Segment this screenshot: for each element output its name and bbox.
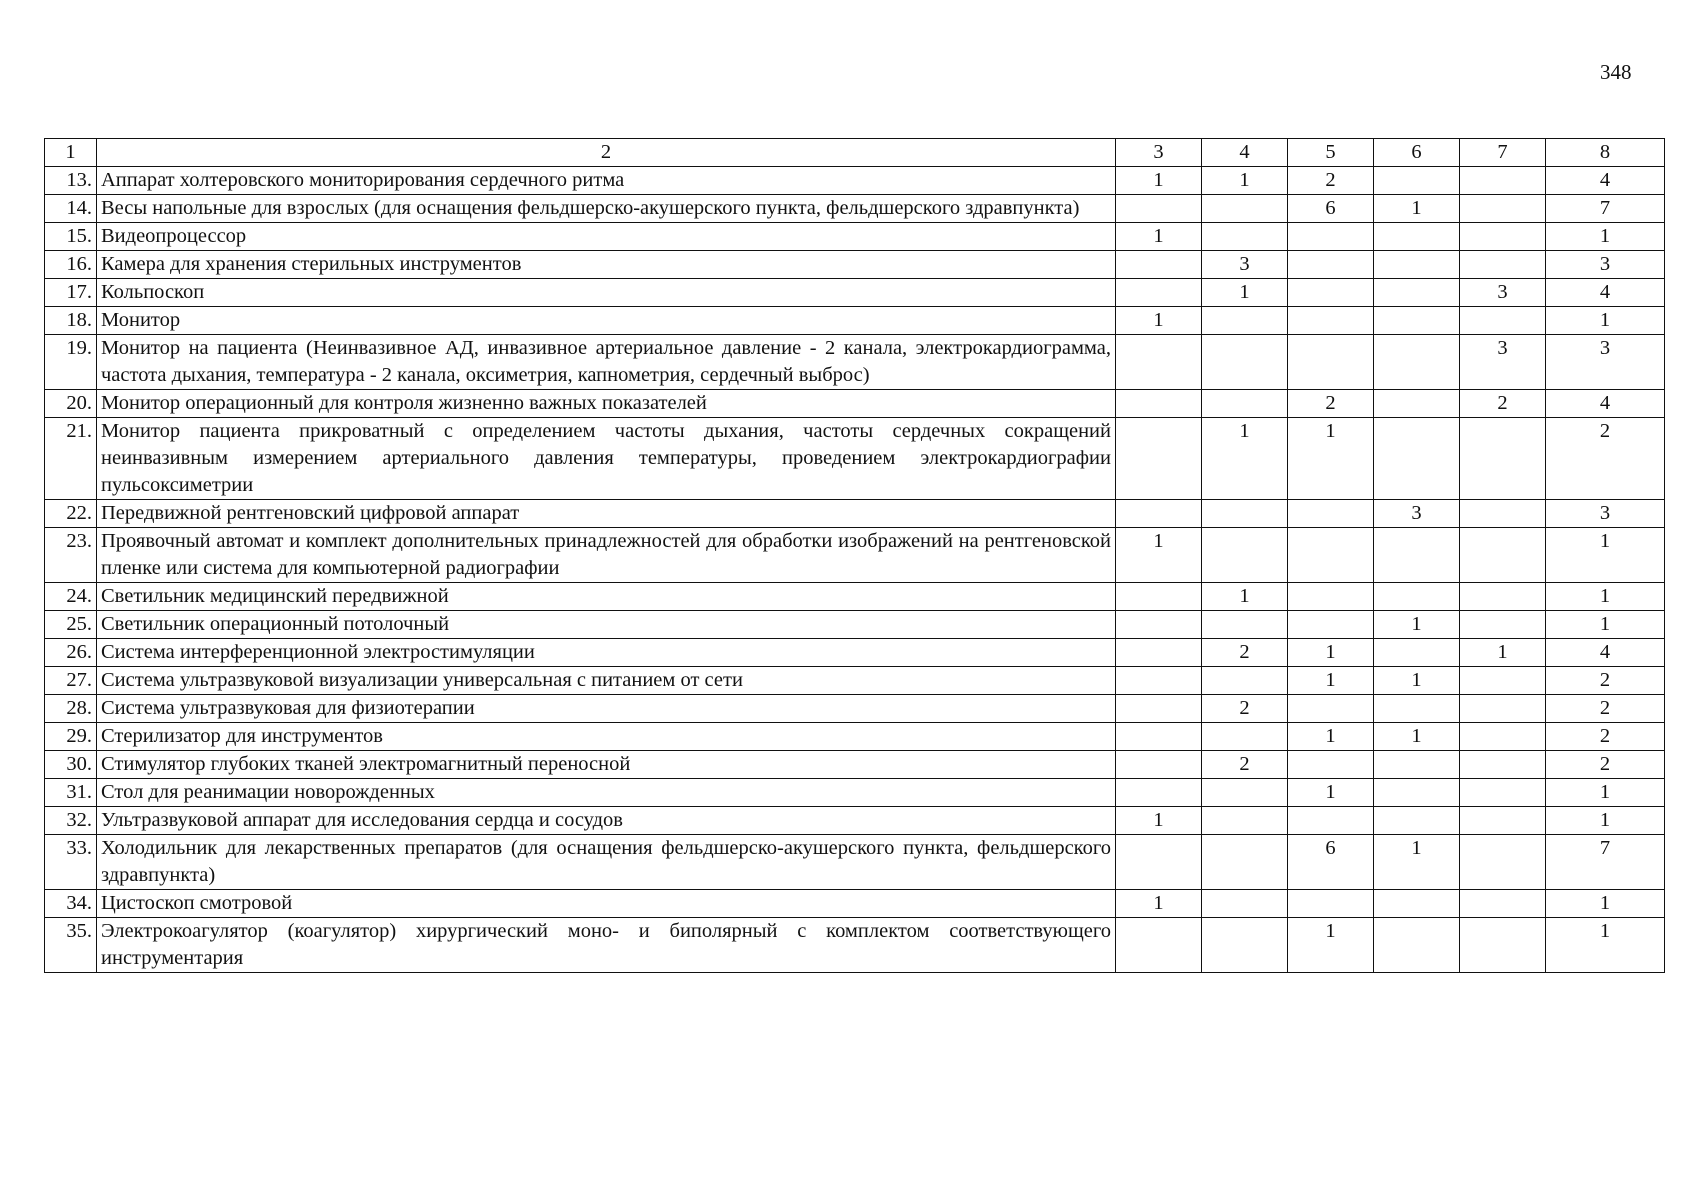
value-cell-col4: 2 — [1202, 695, 1288, 723]
value-cell-col6: 3 — [1374, 500, 1460, 528]
total-cell-col8: 7 — [1546, 195, 1665, 223]
value-cell-col7 — [1460, 195, 1546, 223]
value-cell-col6: 1 — [1374, 195, 1460, 223]
value-cell-col3 — [1116, 723, 1202, 751]
value-cell-col3 — [1116, 639, 1202, 667]
total-cell-col8: 4 — [1546, 279, 1665, 307]
value-cell-col6 — [1374, 918, 1460, 973]
value-cell-col3 — [1116, 835, 1202, 890]
row-number-cell: 32. — [45, 807, 97, 835]
value-cell-col5: 1 — [1288, 723, 1374, 751]
table-row — [45, 223, 1665, 251]
value-cell-col3 — [1116, 390, 1202, 418]
table-row — [45, 611, 1665, 639]
row-number-cell: 16. — [45, 251, 97, 279]
value-cell-col5: 6 — [1288, 835, 1374, 890]
table-row — [45, 890, 1665, 918]
table-row — [45, 667, 1665, 695]
row-number-cell: 30. — [45, 751, 97, 779]
row-number-cell: 34. — [45, 890, 97, 918]
row-number-cell: 14. — [45, 195, 97, 223]
value-cell-col6 — [1374, 251, 1460, 279]
value-cell-col7 — [1460, 779, 1546, 807]
value-cell-col4 — [1202, 528, 1288, 583]
value-cell-col5: 6 — [1288, 195, 1374, 223]
table-row — [45, 583, 1665, 611]
column-header: 6 — [1374, 139, 1460, 167]
value-cell-col7 — [1460, 583, 1546, 611]
value-cell-col6 — [1374, 223, 1460, 251]
row-number-cell: 20. — [45, 390, 97, 418]
table-row — [45, 251, 1665, 279]
equipment-name-cell: Система ультразвуковая для физиотерапии — [97, 695, 1116, 723]
equipment-name-cell: Система интерференционной электростимуляции — [97, 639, 1116, 667]
table-row — [45, 335, 1665, 390]
value-cell-col5: 1 — [1288, 667, 1374, 695]
value-cell-col7 — [1460, 667, 1546, 695]
table-row — [45, 918, 1665, 973]
value-cell-col5 — [1288, 307, 1374, 335]
total-cell-col8: 4 — [1546, 167, 1665, 195]
value-cell-col3 — [1116, 251, 1202, 279]
row-number-cell: 13. — [45, 167, 97, 195]
value-cell-col7 — [1460, 611, 1546, 639]
total-cell-col8: 1 — [1546, 223, 1665, 251]
value-cell-col3: 1 — [1116, 807, 1202, 835]
row-number-cell: 31. — [45, 779, 97, 807]
value-cell-col5: 1 — [1288, 918, 1374, 973]
column-header: 1 — [45, 139, 97, 167]
row-number-cell: 25. — [45, 611, 97, 639]
total-cell-col8: 4 — [1546, 639, 1665, 667]
table-row — [45, 390, 1665, 418]
total-cell-col8: 1 — [1546, 611, 1665, 639]
total-cell-col8: 1 — [1546, 890, 1665, 918]
value-cell-col3 — [1116, 335, 1202, 390]
column-header: 4 — [1202, 139, 1288, 167]
value-cell-col3: 1 — [1116, 307, 1202, 335]
value-cell-col5 — [1288, 500, 1374, 528]
value-cell-col7 — [1460, 918, 1546, 973]
total-cell-col8: 3 — [1546, 335, 1665, 390]
equipment-name-cell: Весы напольные для взрослых (для оснащения фельдшерско-акушерского пункта, фельдшерского здравпункта) — [97, 195, 1116, 223]
value-cell-col4 — [1202, 723, 1288, 751]
value-cell-col6 — [1374, 307, 1460, 335]
equipment-name-cell: Камера для хранения стерильных инструментов — [97, 251, 1116, 279]
value-cell-col6 — [1374, 751, 1460, 779]
column-header: 8 — [1546, 139, 1665, 167]
value-cell-col4 — [1202, 918, 1288, 973]
page-number: 348 — [1600, 60, 1632, 84]
row-number-cell: 22. — [45, 500, 97, 528]
row-number-cell: 23. — [45, 528, 97, 583]
value-cell-col6: 1 — [1374, 835, 1460, 890]
value-cell-col4: 2 — [1202, 639, 1288, 667]
value-cell-col4: 1 — [1202, 279, 1288, 307]
column-header: 5 — [1288, 139, 1374, 167]
table-row — [45, 639, 1665, 667]
total-cell-col8: 1 — [1546, 583, 1665, 611]
value-cell-col5: 2 — [1288, 390, 1374, 418]
value-cell-col7: 1 — [1460, 639, 1546, 667]
row-number-cell: 35. — [45, 918, 97, 973]
value-cell-col7 — [1460, 528, 1546, 583]
row-number-cell: 21. — [45, 418, 97, 500]
value-cell-col5: 1 — [1288, 418, 1374, 500]
equipment-name-cell: Светильник медицинский передвижной — [97, 583, 1116, 611]
table-row — [45, 167, 1665, 195]
value-cell-col5 — [1288, 223, 1374, 251]
total-cell-col8: 2 — [1546, 723, 1665, 751]
value-cell-col6 — [1374, 890, 1460, 918]
equipment-name-cell: Монитор операционный для контроля жизненно важных показателей — [97, 390, 1116, 418]
value-cell-col7 — [1460, 167, 1546, 195]
equipment-name-cell: Проявочный автомат и комплект дополнительных принадлежностей для обработки изображений на рентгеновской пленке или система для компьютерной радиографии — [97, 528, 1116, 583]
total-cell-col8: 2 — [1546, 695, 1665, 723]
value-cell-col5 — [1288, 695, 1374, 723]
value-cell-col4 — [1202, 779, 1288, 807]
value-cell-col7 — [1460, 223, 1546, 251]
table-header-row — [45, 139, 1665, 167]
total-cell-col8: 2 — [1546, 418, 1665, 500]
value-cell-col4 — [1202, 195, 1288, 223]
value-cell-col7 — [1460, 890, 1546, 918]
total-cell-col8: 3 — [1546, 251, 1665, 279]
row-number-cell: 27. — [45, 667, 97, 695]
row-number-cell: 15. — [45, 223, 97, 251]
value-cell-col7 — [1460, 807, 1546, 835]
equipment-name-cell: Электрокоагулятор (коагулятор) хирургический моно- и биполярный с комплектом соответствующего инструментария — [97, 918, 1116, 973]
column-header: 2 — [97, 139, 1116, 167]
value-cell-col6 — [1374, 807, 1460, 835]
value-cell-col3 — [1116, 667, 1202, 695]
row-number-cell: 19. — [45, 335, 97, 390]
equipment-name-cell: Светильник операционный потолочный — [97, 611, 1116, 639]
table-row — [45, 528, 1665, 583]
value-cell-col7 — [1460, 695, 1546, 723]
value-cell-col5: 1 — [1288, 779, 1374, 807]
value-cell-col3 — [1116, 418, 1202, 500]
value-cell-col6 — [1374, 695, 1460, 723]
value-cell-col6: 1 — [1374, 667, 1460, 695]
value-cell-col6 — [1374, 335, 1460, 390]
value-cell-col5 — [1288, 335, 1374, 390]
table-row — [45, 723, 1665, 751]
value-cell-col4 — [1202, 667, 1288, 695]
value-cell-col7 — [1460, 723, 1546, 751]
equipment-name-cell: Ультразвуковой аппарат для исследования сердца и сосудов — [97, 807, 1116, 835]
value-cell-col5: 1 — [1288, 639, 1374, 667]
value-cell-col7: 2 — [1460, 390, 1546, 418]
row-number-cell: 28. — [45, 695, 97, 723]
table-row — [45, 195, 1665, 223]
value-cell-col3: 1 — [1116, 890, 1202, 918]
value-cell-col7 — [1460, 835, 1546, 890]
value-cell-col7 — [1460, 418, 1546, 500]
value-cell-col7: 3 — [1460, 335, 1546, 390]
value-cell-col4: 1 — [1202, 583, 1288, 611]
value-cell-col3: 1 — [1116, 223, 1202, 251]
equipment-name-cell: Стол для реанимации новорожденных — [97, 779, 1116, 807]
value-cell-col4: 1 — [1202, 167, 1288, 195]
table-row — [45, 500, 1665, 528]
value-cell-col4 — [1202, 807, 1288, 835]
total-cell-col8: 1 — [1546, 528, 1665, 583]
column-header: 3 — [1116, 139, 1202, 167]
value-cell-col3 — [1116, 583, 1202, 611]
value-cell-col3 — [1116, 195, 1202, 223]
table-row — [45, 279, 1665, 307]
value-cell-col4 — [1202, 223, 1288, 251]
equipment-table — [44, 138, 1665, 973]
value-cell-col6 — [1374, 639, 1460, 667]
value-cell-col6: 1 — [1374, 611, 1460, 639]
row-number-cell: 33. — [45, 835, 97, 890]
equipment-name-cell: Монитор — [97, 307, 1116, 335]
equipment-name-cell: Стерилизатор для инструментов — [97, 723, 1116, 751]
value-cell-col6 — [1374, 583, 1460, 611]
value-cell-col5 — [1288, 890, 1374, 918]
total-cell-col8: 2 — [1546, 667, 1665, 695]
value-cell-col4 — [1202, 307, 1288, 335]
value-cell-col4 — [1202, 500, 1288, 528]
value-cell-col5 — [1288, 751, 1374, 779]
value-cell-col4 — [1202, 835, 1288, 890]
value-cell-col4 — [1202, 890, 1288, 918]
equipment-name-cell: Монитор пациента прикроватный с определением частоты дыхания, частоты сердечных сокращений неинвазивным измерением артериального давления температуры, проведением электрокардиографии пульсоксиметрии — [97, 418, 1116, 500]
equipment-name-cell: Стимулятор глубоких тканей электромагнитный переносной — [97, 751, 1116, 779]
value-cell-col4: 2 — [1202, 751, 1288, 779]
value-cell-col4 — [1202, 390, 1288, 418]
table-row — [45, 779, 1665, 807]
equipment-name-cell: Цистоскоп смотровой — [97, 890, 1116, 918]
equipment-name-cell: Кольпоскоп — [97, 279, 1116, 307]
column-header: 7 — [1460, 139, 1546, 167]
value-cell-col5 — [1288, 807, 1374, 835]
value-cell-col7: 3 — [1460, 279, 1546, 307]
value-cell-col4 — [1202, 335, 1288, 390]
equipment-name-cell: Передвижной рентгеновский цифровой аппарат — [97, 500, 1116, 528]
equipment-name-cell: Аппарат холтеровского мониторирования сердечного ритма — [97, 167, 1116, 195]
table-row — [45, 751, 1665, 779]
value-cell-col6 — [1374, 528, 1460, 583]
value-cell-col6 — [1374, 779, 1460, 807]
value-cell-col7 — [1460, 500, 1546, 528]
table-row — [45, 695, 1665, 723]
row-number-cell: 24. — [45, 583, 97, 611]
value-cell-col3 — [1116, 695, 1202, 723]
equipment-name-cell: Видеопроцессор — [97, 223, 1116, 251]
total-cell-col8: 7 — [1546, 835, 1665, 890]
value-cell-col7 — [1460, 751, 1546, 779]
value-cell-col6 — [1374, 279, 1460, 307]
table-row — [45, 835, 1665, 890]
value-cell-col4: 3 — [1202, 251, 1288, 279]
value-cell-col6 — [1374, 418, 1460, 500]
table-row — [45, 418, 1665, 500]
table-row — [45, 807, 1665, 835]
table-row — [45, 307, 1665, 335]
equipment-name-cell: Система ультразвуковой визуализации универсальная с питанием от сети — [97, 667, 1116, 695]
value-cell-col3 — [1116, 751, 1202, 779]
equipment-name-cell: Монитор на пациента (Неинвазивное АД, инвазивное артериальное давление - 2 канала, электрокардиограмма, частота дыхания, температура - 2 канала, оксиметрия, капнометрия, сердечный выброс) — [97, 335, 1116, 390]
total-cell-col8: 3 — [1546, 500, 1665, 528]
value-cell-col3 — [1116, 279, 1202, 307]
value-cell-col5: 2 — [1288, 167, 1374, 195]
total-cell-col8: 1 — [1546, 779, 1665, 807]
row-number-cell: 18. — [45, 307, 97, 335]
value-cell-col5 — [1288, 251, 1374, 279]
value-cell-col3 — [1116, 918, 1202, 973]
row-number-cell: 29. — [45, 723, 97, 751]
value-cell-col3: 1 — [1116, 528, 1202, 583]
value-cell-col7 — [1460, 251, 1546, 279]
value-cell-col5 — [1288, 611, 1374, 639]
value-cell-col6 — [1374, 390, 1460, 418]
total-cell-col8: 4 — [1546, 390, 1665, 418]
value-cell-col6: 1 — [1374, 723, 1460, 751]
value-cell-col5 — [1288, 583, 1374, 611]
total-cell-col8: 1 — [1546, 807, 1665, 835]
value-cell-col3 — [1116, 500, 1202, 528]
total-cell-col8: 2 — [1546, 751, 1665, 779]
value-cell-col5 — [1288, 528, 1374, 583]
value-cell-col6 — [1374, 167, 1460, 195]
value-cell-col3: 1 — [1116, 167, 1202, 195]
value-cell-col3 — [1116, 779, 1202, 807]
value-cell-col4: 1 — [1202, 418, 1288, 500]
value-cell-col3 — [1116, 611, 1202, 639]
row-number-cell: 26. — [45, 639, 97, 667]
total-cell-col8: 1 — [1546, 918, 1665, 973]
value-cell-col4 — [1202, 611, 1288, 639]
value-cell-col7 — [1460, 307, 1546, 335]
total-cell-col8: 1 — [1546, 307, 1665, 335]
value-cell-col5 — [1288, 279, 1374, 307]
equipment-name-cell: Холодильник для лекарственных препаратов (для оснащения фельдшерско-акушерского пункта, фельдшерского здравпункта) — [97, 835, 1116, 890]
row-number-cell: 17. — [45, 279, 97, 307]
